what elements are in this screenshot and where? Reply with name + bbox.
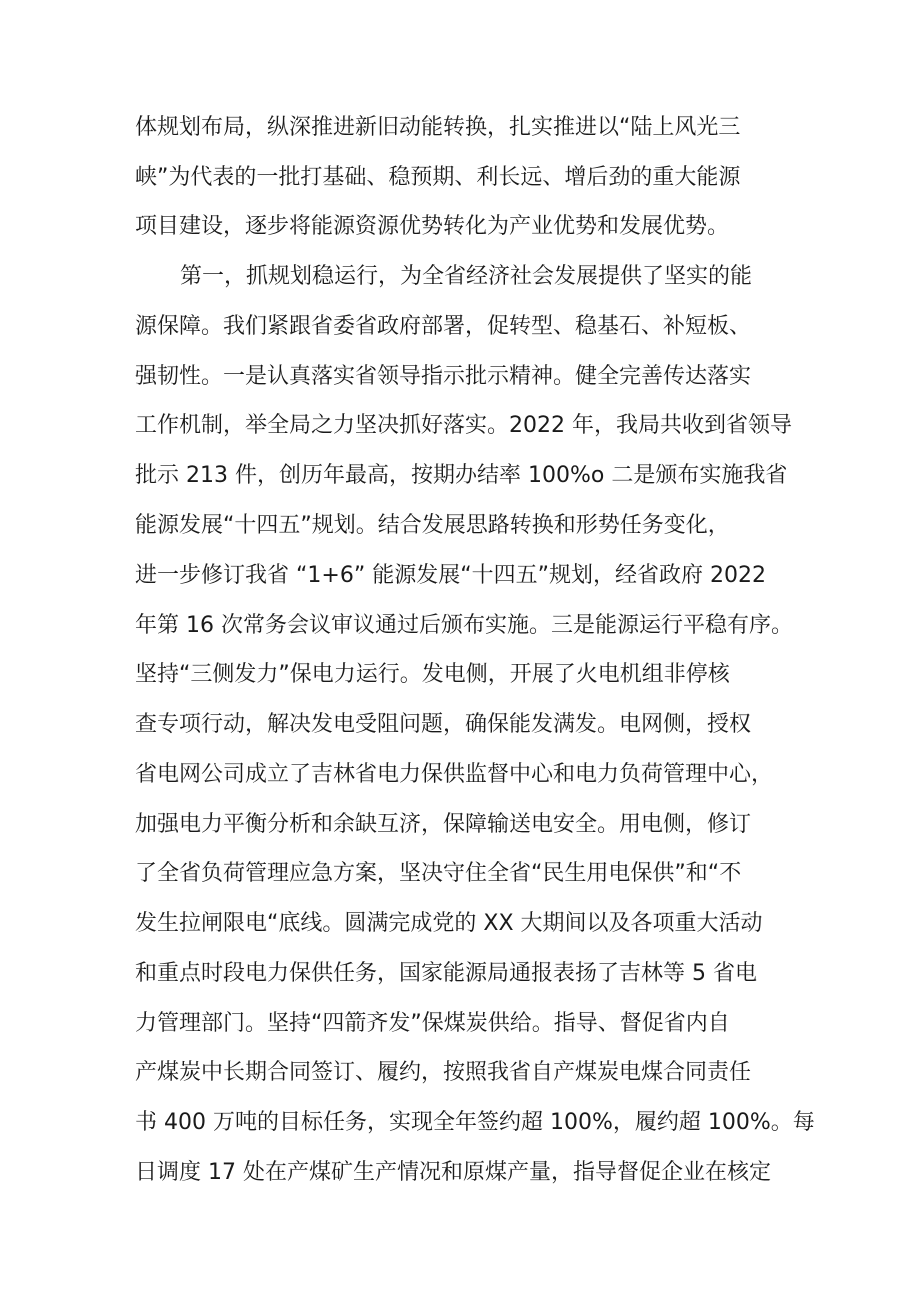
text-line: 批示 213 件，创历年最高，按期办结率 100%o 二是颁布实施我省 (135, 463, 788, 488)
text-line: 能源发展“十四五”规划。结合发展思路转换和形势任务变化， (135, 513, 730, 538)
paragraph-first-line: 第一，抓规划稳运行，为全省经济社会发展提供了坚实的能 (180, 264, 753, 289)
text-line: 项目建设，逐步将能源资源优势转化为产业优势和发展优势。 (135, 214, 730, 239)
text-line: 加强电力平衡分析和余缺互济，保障输送电安全。用电侧，修订 (135, 812, 752, 837)
text-line: 发生拉闸限电“底线。圆满完成党的 XX 大期间以及各项重大活动 (135, 911, 763, 936)
text-line: 查专项行动，解决发电受阻问题，确保能发满发。电网侧，授权 (135, 712, 752, 737)
text-line: 进一步修订我省 “1+6” 能源发展“十四五”规划，经省政府 2022 (135, 563, 766, 588)
text-line: 和重点时段电力保供任务，国家能源局通报表扬了吉林等 5 省电 (135, 961, 757, 986)
text-line: 了全省负荷管理应急方案，坚决守住全省“民生用电保供”和“不 (135, 861, 742, 886)
text-line: 省电网公司成立了吉林省电力保供监督中心和电力负荷管理中心， (135, 762, 774, 787)
text-line: 年第 16 次常务会议审议通过后颁布实施。三是能源运行平稳有序。 (135, 613, 793, 638)
text-line: 书 400 万吨的目标任务，实现全年签约超 100%，履约超 100%。每 (135, 1110, 815, 1135)
text-line: 坚持“三侧发力”保电力运行。发电侧，开展了火电机组非停核 (135, 662, 730, 687)
text-line: 日调度 17 处在产煤矿生产情况和原煤产量，指导督促企业在核定 (135, 1160, 771, 1185)
text-line: 强韧性。一是认真落实省领导指示批示精神。健全完善传达落实 (135, 364, 752, 389)
text-line: 力管理部门。坚持“四箭齐发”保煤炭供给。指导、督促省内自 (135, 1011, 730, 1036)
text-line: 产煤炭中长期合同签订、履约，按照我省自产煤炭电煤合同责任 (135, 1060, 752, 1085)
text-line: 体规划布局，纵深推进新旧动能转换，扎实推进以“陆上风光三 (135, 115, 741, 140)
text-line: 源保障。我们紧跟省委省政府部署，促转型、稳基石、补短板、 (135, 314, 752, 339)
text-line: 工作机制，举全局之力坚决抓好落实。2022 年，我局共收到省领导 (135, 413, 792, 438)
text-line: 峡”为代表的一批打基础、稳预期、利长远、增后劲的重大能源 (135, 165, 741, 190)
